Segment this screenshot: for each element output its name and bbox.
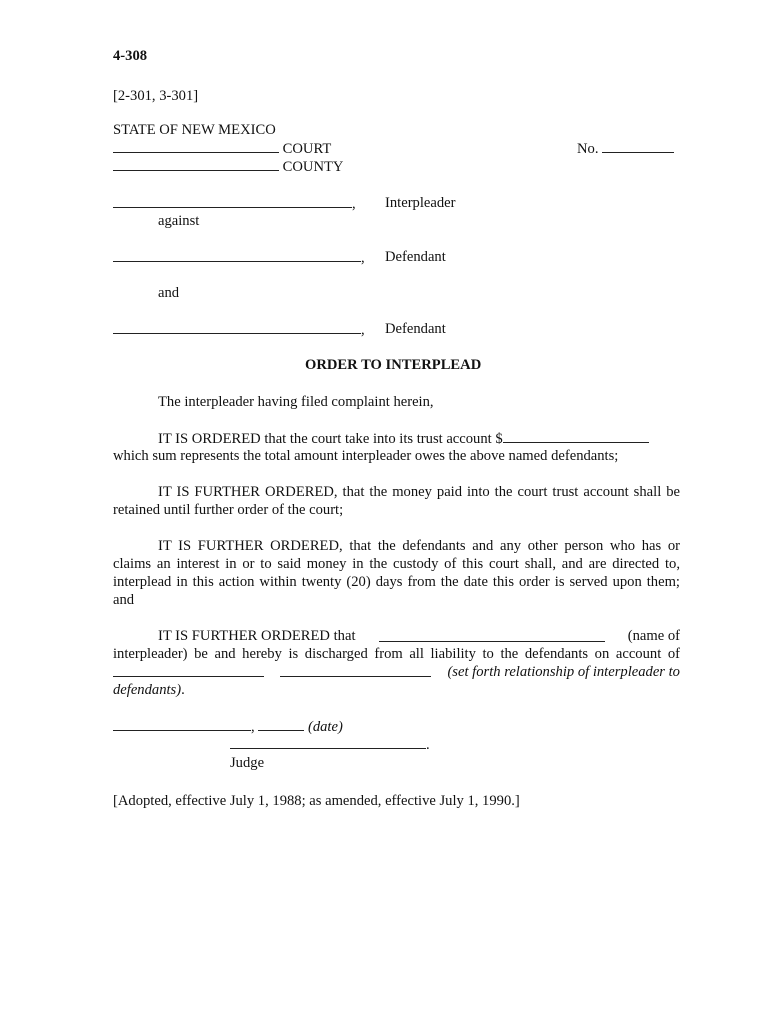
order-paragraph-4-line-3 xyxy=(113,663,680,681)
defendant-2-name-blank[interactable] xyxy=(113,320,361,334)
rule-number: 4-308 xyxy=(113,48,148,64)
case-number-label: No. xyxy=(577,141,599,157)
order-paragraph-1-line-2: which sum represents the total amount interpleader owes the above named defendants; xyxy=(113,448,619,464)
order-paragraph-4-line-4 xyxy=(113,681,185,699)
judge-signature-line: . xyxy=(230,735,430,754)
state-heading: STATE OF NEW MEXICO xyxy=(113,122,276,138)
order-paragraph-3-line-2: claims an interest in or to said money in the custody of this court shall, and are directed to, xyxy=(113,556,680,572)
order-paragraph-2-line-2: retained until further order of the court; xyxy=(113,502,344,518)
county-name-blank[interactable] xyxy=(113,157,279,171)
interpleader-name-blank[interactable] xyxy=(113,194,352,208)
order-paragraph-3-line-4: and xyxy=(113,592,135,608)
court-label: COURT xyxy=(282,141,332,157)
case-number-line xyxy=(577,139,674,158)
relationship-blank-1[interactable] xyxy=(113,663,264,677)
date-line: , (date) xyxy=(113,717,343,736)
order-paragraph-3-line-3: interplead in this action within twenty (20) days from the date this order is served upon them; xyxy=(113,574,680,590)
relationship-instruction: (set forth relationship of interpleader to xyxy=(447,664,680,680)
interpleader-label: Interpleader xyxy=(385,195,456,211)
interpleader-discharge-name-blank[interactable] xyxy=(379,628,605,642)
date-label: (date) xyxy=(307,719,343,735)
relationship-instruction-end: defendants) xyxy=(113,682,182,698)
name-of-label: (name of xyxy=(627,628,680,644)
order-paragraph-4-line-2: interpleader) be and hereby is discharged from all liability to the defendants on account of xyxy=(113,646,680,662)
order-4-text: IT IS FURTHER ORDERED that xyxy=(158,628,356,644)
order-title: ORDER TO INTERPLEAD xyxy=(305,357,482,373)
case-number-blank[interactable] xyxy=(602,139,674,153)
court-name-blank[interactable] xyxy=(113,139,279,153)
county-line xyxy=(113,157,343,176)
against-label: against xyxy=(158,213,200,229)
and-label: and xyxy=(158,285,180,301)
order-paragraph-3-line-1: IT IS FURTHER ORDERED, that the defendants and any other person who has or xyxy=(158,538,680,554)
county-label: COUNTY xyxy=(282,159,344,175)
period: . xyxy=(181,682,185,698)
defendant-2-line: , xyxy=(113,320,365,339)
date-blank-2[interactable] xyxy=(258,717,304,731)
defendant-1-name-blank[interactable] xyxy=(113,248,361,262)
order-paragraph-4-line-1 xyxy=(158,627,680,645)
order-paragraph-2-line-1: IT IS FURTHER ORDERED, that the money paid into the court trust account shall be xyxy=(158,484,680,500)
judge-label: Judge xyxy=(230,755,265,771)
defendant-1-line: , xyxy=(113,248,365,267)
defendant-1-label: Defendant xyxy=(385,249,446,265)
prior-rules: [2-301, 3-301] xyxy=(113,88,199,104)
interpleader-party-line: , xyxy=(113,194,356,213)
judge-signature-blank[interactable] xyxy=(230,735,426,749)
court-line xyxy=(113,139,331,158)
order-1-text: IT IS ORDERED that the court take into its trust account $ xyxy=(158,431,503,447)
rule-history: [Adopted, effective July 1, 1988; as amended, effective July 1, 1990.] xyxy=(113,793,520,809)
defendant-2-label: Defendant xyxy=(385,321,446,337)
date-blank-1[interactable] xyxy=(113,717,251,731)
intro-paragraph: The interpleader having filed complaint herein, xyxy=(158,394,434,410)
order-paragraph-1-line-1 xyxy=(158,429,649,448)
trust-amount-blank[interactable] xyxy=(503,429,649,443)
relationship-blank-2[interactable] xyxy=(280,663,431,677)
